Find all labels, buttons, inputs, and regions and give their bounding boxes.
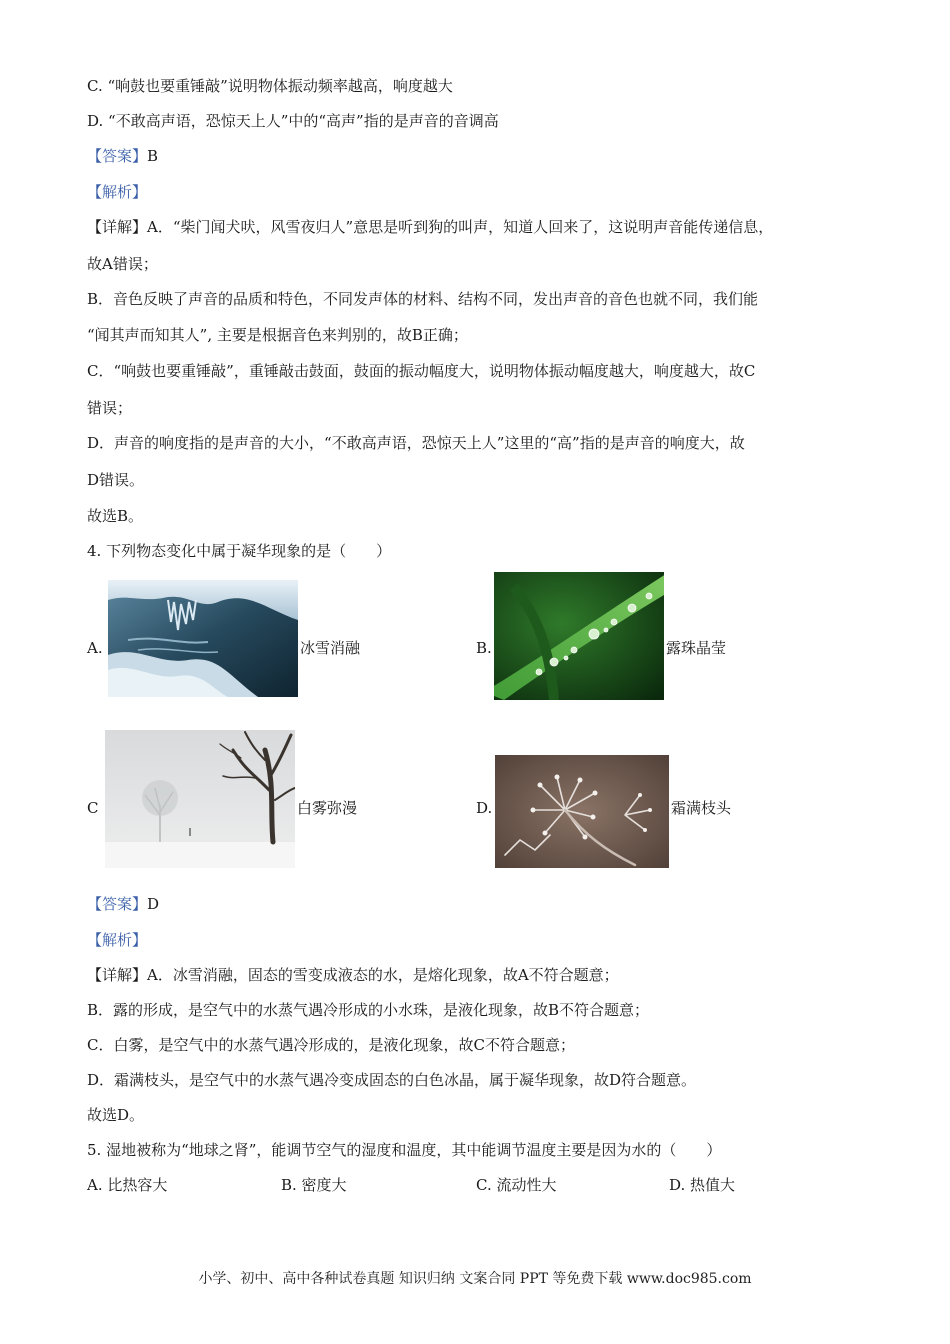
q4-option-d-letter: D. — [476, 799, 493, 817]
answer-value: B — [147, 147, 159, 165]
q4-option-a-letter: A. — [87, 639, 103, 657]
detail-text: A．冰雪消融，固态的雪变成液态的水，是熔化现象，故A不符合题意； — [147, 966, 619, 984]
prev-detail-line-5: 错误； — [87, 399, 133, 417]
prev-detail-line-3: “闻其声而知其人”, 主要是根据音色来判别的，故B正确； — [87, 326, 468, 344]
q4-detail-line-1: B．露的形成，是空气中的水蒸气遇冷形成的小水珠，是液化现象，故B不符合题意； — [87, 1001, 650, 1019]
q5-choice-d: D. 热值大 — [669, 1176, 736, 1194]
q5-choice-a: A. 比热容大 — [87, 1176, 168, 1194]
q4-detail-line-4: 故选D。 — [87, 1106, 145, 1124]
q4-option-c-letter: C — [87, 799, 99, 817]
prev-detail-line-1: 故A错误； — [87, 255, 158, 273]
q4-analysis-tag: 【解析】 — [87, 931, 148, 949]
q4-stem: 4. 下列物态变化中属于凝华现象的是（ ） — [87, 542, 392, 560]
ice-melting-photo — [108, 580, 298, 697]
prev-option-c: C. “响鼓也要重锤敲”说明物体振动频率越高，响度越大 — [87, 77, 453, 95]
q4-detail-line-2: C．白雾，是空气中的水蒸气遇冷形成的，是液化现象，故C不符合题意； — [87, 1036, 575, 1054]
prev-answer-line — [87, 145, 158, 167]
prev-option-d: D. “不敢高声语，恐惊天上人”中的“高声”指的是声音的音调高 — [87, 112, 499, 130]
prev-detail-line-6: D．声音的响度指的是声音的大小，“不敢高声语，恐惊天上人”这里的“高”指的是声音的响度大，故 — [87, 434, 745, 452]
answer-tag: 【答案】 — [87, 147, 148, 165]
detail-tag: 【详解】 — [87, 218, 148, 236]
page-footer: 小学、初中、高中各种试卷真题 知识归纳 文案合同 PPT 等免费下载 www.doc985.com — [198, 1271, 752, 1287]
q4-option-b-letter: B. — [476, 639, 492, 657]
answer-tag: 【答案】 — [87, 895, 148, 913]
q4-option-a-caption: 冰雪消融 — [300, 639, 361, 657]
q4-option-b-caption: 露珠晶莹 — [666, 639, 727, 657]
prev-detail-line-4: C．“响鼓也要重锤敲”，重锤敲击鼓面，鼓面的振动幅度大，说明物体振动幅度越大，响度越大，故C — [87, 362, 756, 380]
q4-option-d-caption: 霜满枝头 — [671, 799, 732, 817]
q5-choice-b: B. 密度大 — [281, 1176, 347, 1194]
q4-detail-line-0 — [87, 964, 619, 986]
q5-stem: 5. 湿地被称为“地球之肾”，能调节空气的湿度和温度，其中能调节温度主要是因为水的（ ） — [87, 1141, 722, 1159]
prev-detail-line-7: D错误。 — [87, 471, 145, 489]
prev-detail-line-2: B．音色反映了声音的品质和特色，不同发声体的材料、结构不同，发出声音的音色也就不同，我们能 — [87, 290, 759, 308]
q4-answer-line — [87, 893, 159, 915]
answer-value: D — [147, 895, 160, 913]
dew-drops-photo — [494, 572, 664, 700]
prev-detail-line-8: 故选B。 — [87, 507, 144, 525]
prev-analysis-tag: 【解析】 — [87, 183, 148, 201]
q4-option-c-caption: 白雾弥漫 — [297, 799, 358, 817]
detail-text: A．“柴门闻犬吠，风雪夜归人”意思是听到狗的叫声，知道人回来了，这说明声音能传递信息， — [147, 218, 774, 236]
q4-detail-line-3: D．霜满枝头，是空气中的水蒸气遇冷变成固态的白色冰晶，属于凝华现象，故D符合题意。 — [87, 1071, 697, 1089]
prev-detail-line-0 — [87, 216, 773, 238]
frost-branch-photo — [495, 755, 669, 868]
q5-choice-c: C. 流动性大 — [476, 1176, 557, 1194]
fog-trees-photo — [105, 730, 295, 868]
detail-tag: 【详解】 — [87, 966, 148, 984]
